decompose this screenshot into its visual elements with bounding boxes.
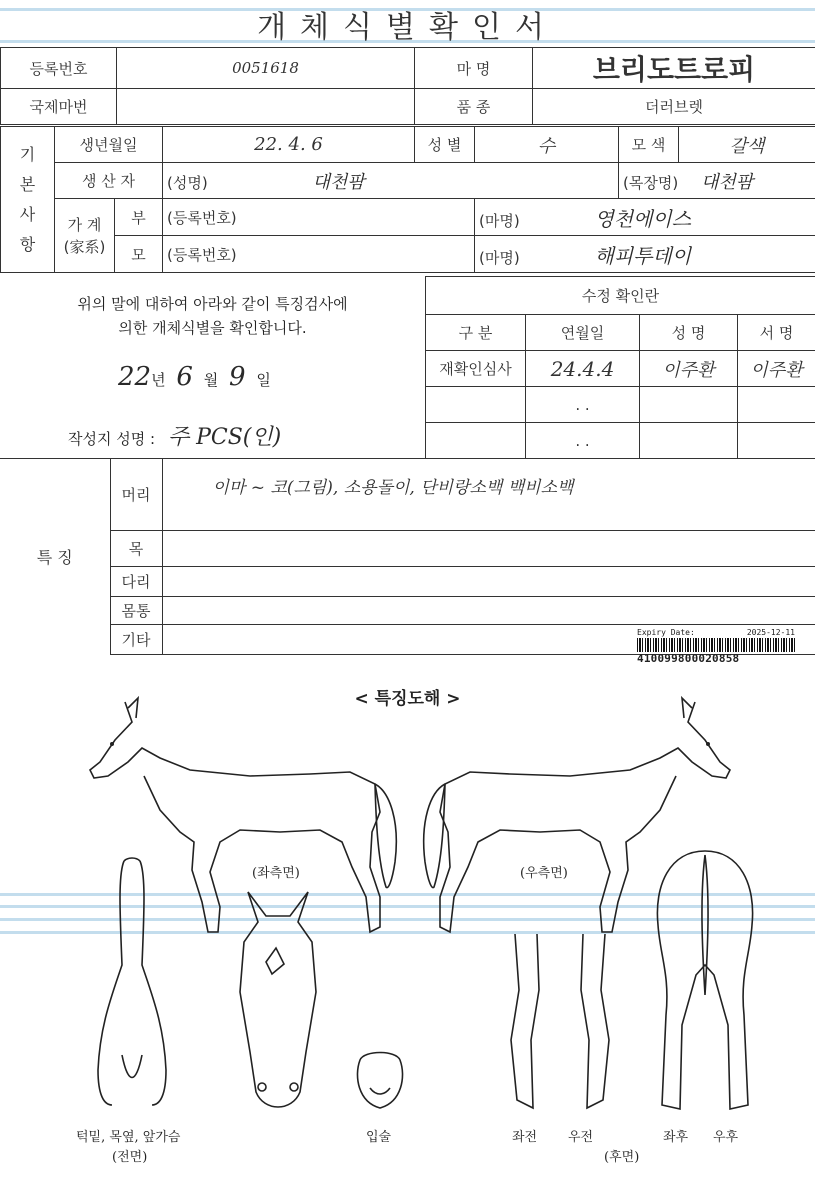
amend-name: 이주환: [640, 351, 738, 387]
document-title: 개체식별확인서: [257, 10, 558, 45]
feature-label: 기타: [110, 625, 162, 655]
date-month: 6: [176, 362, 193, 392]
confirm-section: [0, 276, 425, 459]
feature-value: 이마 ~ 코(그림), 소용돌이, 단비랑소백 백비소백: [162, 459, 815, 531]
producer-name-label: (성명): [167, 173, 208, 192]
amend-name: [640, 387, 738, 423]
dam-reg-label: (등록번호): [163, 236, 475, 273]
amend-type: [426, 423, 526, 459]
feature-value: [162, 531, 815, 567]
amend-title: 수정 확인란: [426, 277, 815, 315]
front-label: (전면): [112, 1150, 148, 1165]
amend-table: [425, 276, 815, 459]
feature-value: [162, 597, 815, 625]
barcode-number: 410099800020858: [637, 652, 740, 665]
horse-rear-drawing: [650, 845, 760, 1120]
horse-front-legs-drawing: [505, 930, 615, 1116]
dam-name-value: 해피투데이: [594, 243, 692, 268]
author-value: 주 PCS(인): [167, 425, 282, 450]
horse-front-head-drawing: [228, 882, 328, 1122]
amend-header: 서 명: [738, 315, 815, 351]
left-side-label: (좌측면): [252, 866, 300, 881]
sire-name-label: (마명): [479, 211, 520, 230]
pedigree-label: 가 계: [67, 215, 102, 234]
feature-label: 다리: [110, 567, 162, 597]
intl-no-label: 국제마번: [1, 89, 117, 125]
amend-date: 24.4.4: [526, 351, 640, 387]
date-year: 22: [118, 362, 152, 392]
sire-name-cell: [475, 199, 815, 236]
author-line: [68, 420, 281, 451]
dam-name-label: (마명): [479, 248, 520, 267]
amend-sign: 이주환: [738, 351, 815, 387]
registration-table: [0, 47, 815, 125]
horse-front-neck-drawing: [92, 855, 172, 1115]
date-year-unit: 년: [151, 371, 166, 389]
sex-value: 수: [475, 127, 619, 163]
amend-date: . .: [526, 387, 640, 423]
pedigree-label-cell: [55, 199, 115, 273]
back-label: (후면): [604, 1150, 640, 1165]
features-table: [0, 458, 815, 655]
right-side-label: (우측면): [520, 866, 568, 881]
basic-info-table: [0, 126, 815, 273]
horse-lips-drawing: [350, 1048, 410, 1112]
rear-right-label: 우후: [713, 1130, 739, 1145]
amend-type: 재확인심사: [426, 351, 526, 387]
side-char: 항: [19, 234, 36, 254]
amend-row: [426, 423, 815, 459]
sex-label: 성 별: [415, 127, 475, 163]
amend-header: 구 분: [426, 315, 526, 351]
amend-sign: [738, 423, 815, 459]
birth-value: 22. 4. 6: [163, 127, 415, 163]
breed-value: 더러브렛: [533, 89, 815, 125]
side-char: 본: [19, 174, 36, 194]
amend-header: 성 명: [640, 315, 738, 351]
amend-row: [426, 387, 815, 423]
amend-header: 연월일: [526, 315, 640, 351]
barcode-label: [637, 628, 795, 665]
ranch-cell: [619, 163, 815, 199]
date-day: 9: [228, 362, 246, 392]
breed-label: 품 종: [415, 89, 533, 125]
basic-side-label: [1, 127, 55, 273]
pedigree-hanja: (家系): [63, 237, 106, 256]
rear-left-label: 좌후: [663, 1130, 689, 1145]
reg-no-label: 등록번호: [1, 48, 117, 89]
front-caption: 턱밑, 목옆, 앞가슴: [76, 1130, 181, 1145]
features-label: 특 징: [0, 459, 110, 655]
sire-name-value: 영천에이스: [594, 206, 692, 231]
front-left-label: 좌전: [512, 1130, 538, 1145]
ranch-label: (목장명): [623, 173, 679, 192]
author-label: 작성지 성명 :: [68, 430, 156, 448]
sire-label: 부: [115, 199, 163, 236]
date-month-unit: 월: [203, 371, 219, 389]
sire-reg-label: (등록번호): [163, 199, 475, 236]
amend-date: . .: [526, 423, 640, 459]
side-char: 기: [19, 144, 36, 164]
amend-sign: [738, 387, 815, 423]
producer-label: 생 산 자: [55, 163, 163, 199]
diagram-title: < 특징도해 >: [354, 689, 461, 709]
date-day-unit: 일: [256, 371, 271, 389]
horse-name-label: 마 명: [415, 48, 533, 89]
producer-name-cell: [163, 163, 619, 199]
producer-name-value: 대천팜: [312, 171, 365, 193]
confirm-text-line1: 위의 말에 대하여 아라와 같이 특징검사에: [77, 295, 348, 313]
confirm-date: [118, 362, 271, 392]
amend-row: [426, 351, 815, 387]
side-char: 사: [19, 204, 36, 224]
birth-label: 생년월일: [55, 127, 163, 163]
feature-label: 몸통: [110, 597, 162, 625]
reg-no-value: 0051618: [117, 48, 415, 89]
expiry-value: 2025-12-11: [746, 628, 795, 637]
front-right-label: 우전: [568, 1130, 594, 1145]
confirm-text-line2: 의한 개체식별을 확인합니다.: [118, 319, 307, 337]
ranch-value: 대천팜: [700, 171, 754, 193]
amend-type: [426, 387, 526, 423]
feature-label: 목: [110, 531, 162, 567]
lips-caption: 입술: [366, 1130, 392, 1145]
intl-no-value: [117, 89, 415, 125]
barcode-bars: [637, 638, 795, 652]
horse-name-value: 브리도트로피: [533, 48, 815, 89]
coat-value: 갈색: [679, 127, 815, 163]
feature-value: [162, 567, 815, 597]
expiry-label: Expiry Date:: [637, 628, 695, 637]
dam-name-cell: [475, 236, 815, 273]
coat-label: 모 색: [619, 127, 679, 163]
amend-name: [640, 423, 738, 459]
feature-label: 머리: [110, 459, 162, 531]
dam-label: 모: [115, 236, 163, 273]
